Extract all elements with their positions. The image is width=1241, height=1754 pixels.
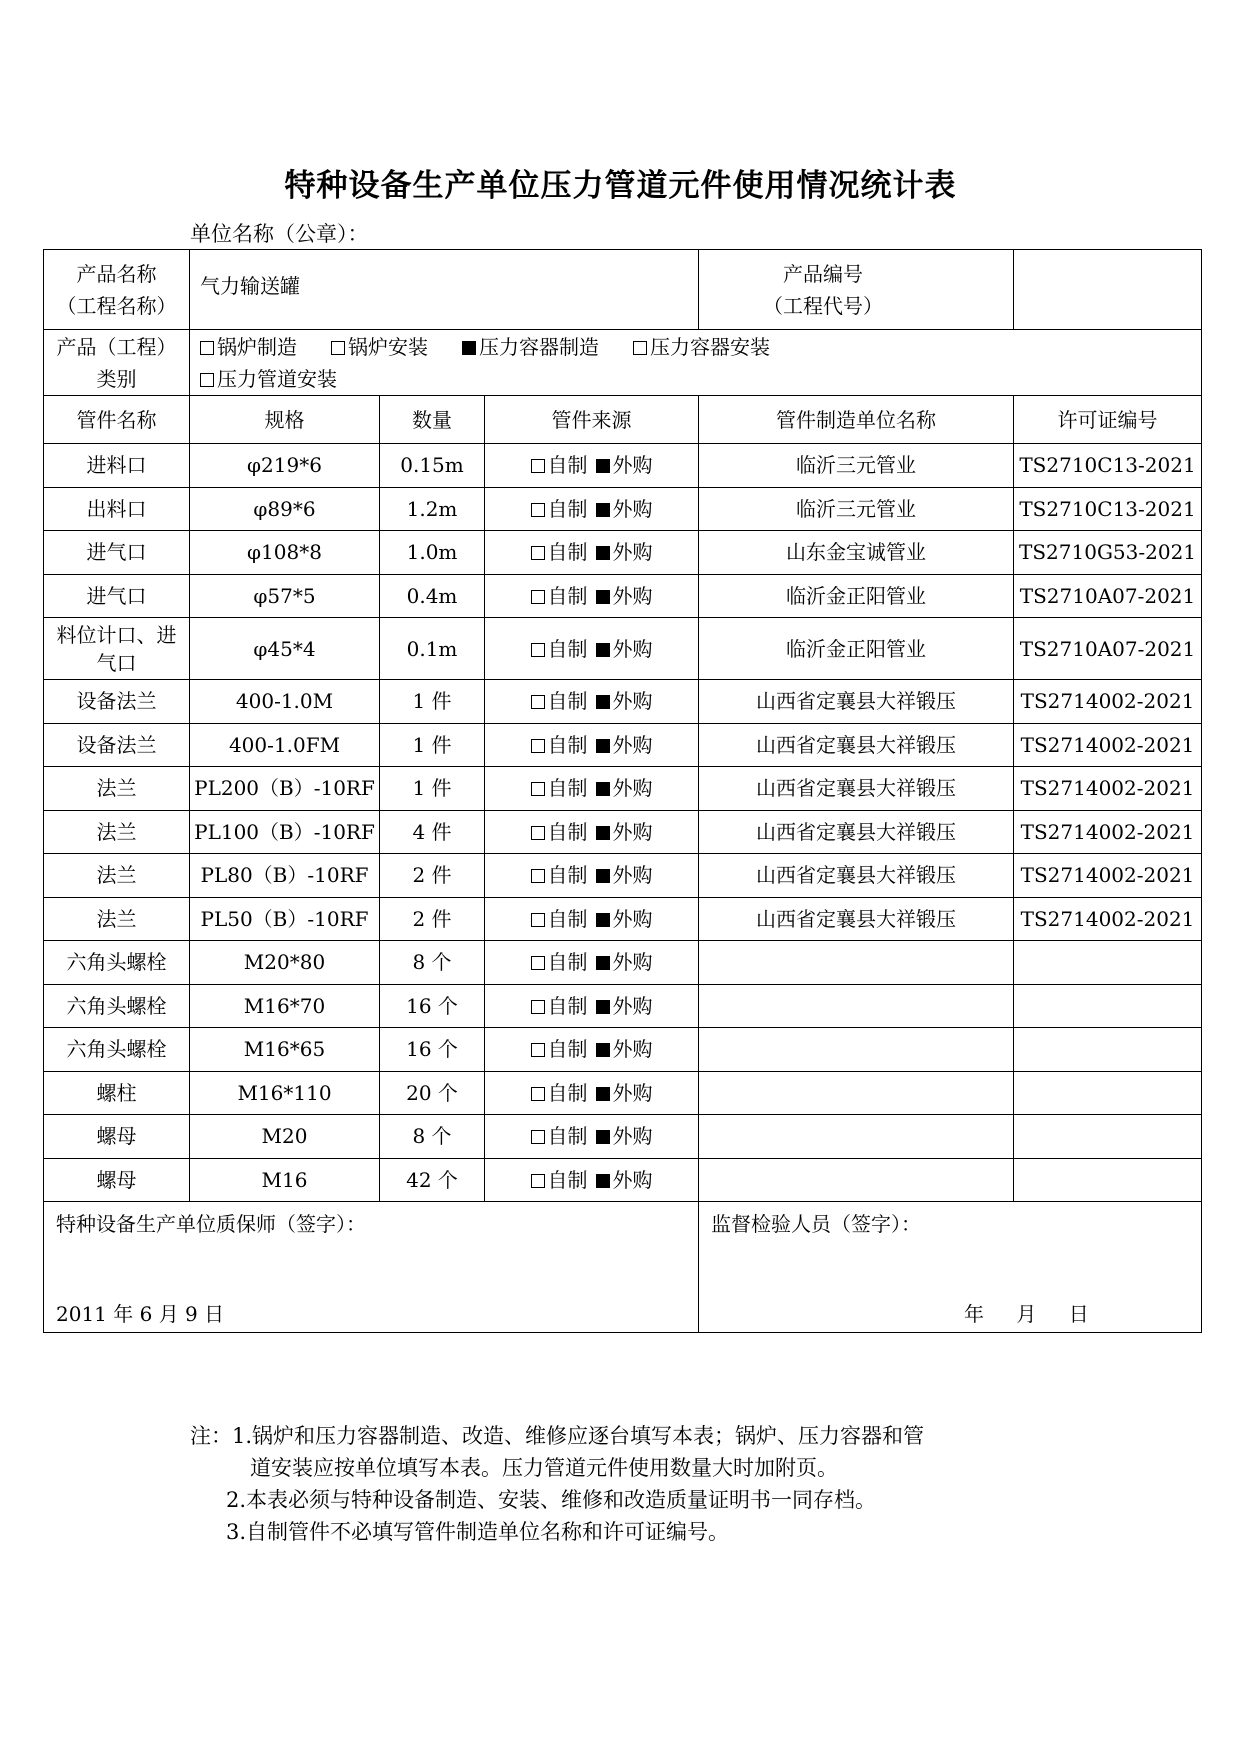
checkbox-checked[interactable]: [596, 739, 610, 753]
cell-maker: 临沂金正阳管业: [699, 618, 1014, 680]
product-no-value[interactable]: [1014, 250, 1202, 330]
signature-row: [44, 1202, 1202, 1333]
checkbox-checked[interactable]: [596, 695, 610, 709]
source-option[interactable]: [596, 820, 653, 844]
source-option-label: 外购: [612, 732, 653, 757]
checkbox[interactable]: [331, 341, 345, 355]
cell-spec: PL100（B）-10RF: [190, 810, 380, 854]
source-option-label: 外购: [612, 1167, 653, 1192]
cell-name: 六角头螺栓: [44, 984, 190, 1028]
source-option-label: 外购: [612, 689, 653, 714]
quality-engineer-signature-label: 特种设备生产单位质保师（签字）：: [56, 1212, 366, 1236]
cell-maker: 山西省定襄县大祥锻压: [699, 810, 1014, 854]
cell-qty: 16 个: [380, 984, 485, 1028]
column-header: 规格: [190, 396, 380, 444]
table-row: [44, 897, 1202, 941]
checkbox-checked[interactable]: [596, 1087, 610, 1101]
source-option-label: 外购: [612, 776, 653, 801]
checkbox-checked[interactable]: [596, 782, 610, 796]
category-options: [190, 330, 1202, 396]
checkbox-checked[interactable]: [596, 503, 610, 517]
cell-name: 螺母: [44, 1158, 190, 1202]
checkbox[interactable]: [531, 739, 545, 753]
cell-source: [485, 618, 699, 680]
cell-qty: 1.2m: [380, 487, 485, 531]
source-option[interactable]: [531, 776, 588, 800]
product-no-label-line1: 产品编号: [783, 261, 864, 286]
category-option[interactable]: [200, 331, 297, 363]
category-option[interactable]: [462, 331, 599, 363]
source-option-label: 外购: [612, 1037, 653, 1062]
table-row: [44, 854, 1202, 898]
source-option[interactable]: [596, 1124, 653, 1148]
product-name-label-line1: 产品名称: [76, 261, 157, 286]
checkbox[interactable]: [531, 546, 545, 560]
cell-name: 料位计口、进气口: [44, 618, 190, 680]
source-option-label: 自制: [547, 689, 588, 714]
checkbox[interactable]: [531, 643, 545, 657]
table-row: [44, 941, 1202, 985]
cell-qty: 4 件: [380, 810, 485, 854]
cell-license: [1014, 1115, 1202, 1159]
cell-qty: 0.15m: [380, 444, 485, 488]
column-header: 管件制造单位名称: [699, 396, 1014, 444]
cell-qty: 1.0m: [380, 531, 485, 575]
source-option-label: 外购: [612, 1124, 653, 1149]
column-header: 数量: [380, 396, 485, 444]
category-label-line2: 类别: [96, 366, 137, 391]
cell-qty: 0.1m: [380, 618, 485, 680]
checkbox-checked[interactable]: [596, 643, 610, 657]
category-option-label: 压力容器制造: [479, 334, 599, 359]
cell-license: TS2714002-2021: [1014, 680, 1202, 724]
signature-left-date: 2011 年 6 月 9 日: [56, 1302, 225, 1326]
source-option-label: 自制: [547, 540, 588, 565]
cell-qty: 8 个: [380, 1115, 485, 1159]
checkbox[interactable]: [531, 1130, 545, 1144]
cell-qty: 16 个: [380, 1028, 485, 1072]
cell-source: [485, 487, 699, 531]
table-row: [44, 767, 1202, 811]
source-option-label: 自制: [547, 636, 588, 661]
source-option[interactable]: [531, 863, 588, 887]
product-name-label: [44, 250, 190, 330]
source-option-label: 外购: [612, 540, 653, 565]
checkbox-checked[interactable]: [596, 956, 610, 970]
checkbox[interactable]: [531, 913, 545, 927]
cell-name: 法兰: [44, 897, 190, 941]
cell-name: 法兰: [44, 854, 190, 898]
table-row: [44, 1158, 1202, 1202]
cell-name: 法兰: [44, 767, 190, 811]
cell-qty: 2 件: [380, 897, 485, 941]
cell-maker: [699, 1028, 1014, 1072]
source-option[interactable]: [531, 820, 588, 844]
cell-spec: 400-1.0FM: [190, 723, 380, 767]
table-row: [44, 574, 1202, 618]
cell-spec: PL200（B）-10RF: [190, 767, 380, 811]
unit-name-label: 单位名称（公章）：: [190, 222, 369, 246]
cell-name: 六角头螺栓: [44, 1028, 190, 1072]
checkbox-checked[interactable]: [596, 1000, 610, 1014]
cell-qty: 1 件: [380, 767, 485, 811]
checkbox-checked[interactable]: [596, 459, 610, 473]
cell-license: TS2710C13-2021: [1014, 444, 1202, 488]
source-option-label: 自制: [547, 993, 588, 1018]
cell-spec: M20*80: [190, 941, 380, 985]
cell-spec: M16*70: [190, 984, 380, 1028]
cell-license: TS2710A07-2021: [1014, 618, 1202, 680]
cell-maker: [699, 1071, 1014, 1115]
checkbox-checked[interactable]: [596, 1130, 610, 1144]
table-row: [44, 444, 1202, 488]
cell-maker: 山西省定襄县大祥锻压: [699, 723, 1014, 767]
table-row: [44, 1071, 1202, 1115]
cell-spec: M20: [190, 1115, 380, 1159]
cell-spec: PL80（B）-10RF: [190, 854, 380, 898]
cell-source: [485, 1115, 699, 1159]
cell-qty: 20 个: [380, 1071, 485, 1115]
cell-name: 法兰: [44, 810, 190, 854]
source-option[interactable]: [596, 1168, 653, 1192]
cell-license: TS2714002-2021: [1014, 854, 1202, 898]
cell-license: TS2710C13-2021: [1014, 487, 1202, 531]
cell-source: [485, 810, 699, 854]
source-option-label: 自制: [547, 1037, 588, 1062]
cell-license: [1014, 1071, 1202, 1115]
checkbox[interactable]: [531, 1000, 545, 1014]
cell-source: [485, 1071, 699, 1115]
source-option[interactable]: [596, 907, 653, 931]
source-option[interactable]: [531, 453, 588, 477]
cell-license: TS2710G53-2021: [1014, 531, 1202, 575]
cell-source: [485, 854, 699, 898]
cell-maker: [699, 1115, 1014, 1159]
source-option-label: 自制: [547, 453, 588, 478]
cell-spec: M16: [190, 1158, 380, 1202]
source-option[interactable]: [531, 637, 588, 661]
source-option[interactable]: [596, 733, 653, 757]
source-option-label: 外购: [612, 993, 653, 1018]
source-option[interactable]: [596, 950, 653, 974]
cell-source: [485, 680, 699, 724]
cell-license: [1014, 984, 1202, 1028]
source-option[interactable]: [596, 453, 653, 477]
cell-spec: 400-1.0M: [190, 680, 380, 724]
cell-maker: 临沂金正阳管业: [699, 574, 1014, 618]
checkbox[interactable]: [531, 1043, 545, 1057]
cell-name: 螺母: [44, 1115, 190, 1159]
checkbox[interactable]: [531, 503, 545, 517]
cell-name: 进气口: [44, 574, 190, 618]
category-option[interactable]: [200, 363, 337, 395]
source-option[interactable]: [596, 863, 653, 887]
source-option[interactable]: [596, 689, 653, 713]
source-option-label: 自制: [547, 863, 588, 888]
source-option[interactable]: [531, 1037, 588, 1061]
cell-qty: 1 件: [380, 680, 485, 724]
cell-spec: φ45*4: [190, 618, 380, 680]
category-option-label: 锅炉安装: [348, 334, 428, 359]
source-option[interactable]: [596, 637, 653, 661]
checkbox-checked[interactable]: [596, 826, 610, 840]
source-option[interactable]: [531, 497, 588, 521]
source-option[interactable]: [596, 1081, 653, 1105]
cell-license: TS2710A07-2021: [1014, 574, 1202, 618]
cell-license: [1014, 1028, 1202, 1072]
source-option-label: 外购: [612, 863, 653, 888]
cell-source: [485, 897, 699, 941]
product-name-row: [44, 250, 1202, 330]
source-option-label: 自制: [547, 1167, 588, 1192]
category-option-label: 压力管道安装: [217, 366, 337, 391]
cell-spec: φ219*6: [190, 444, 380, 488]
cell-qty: 42 个: [380, 1158, 485, 1202]
source-option-label: 外购: [612, 496, 653, 521]
checkbox-checked[interactable]: [596, 1174, 610, 1188]
source-option-label: 自制: [547, 732, 588, 757]
checkbox[interactable]: [531, 869, 545, 883]
cell-source: [485, 1158, 699, 1202]
table-row: [44, 487, 1202, 531]
source-option[interactable]: [531, 733, 588, 757]
source-option-label: 外购: [612, 636, 653, 661]
product-name-value[interactable]: 气力输送罐: [190, 250, 699, 330]
checkbox[interactable]: [531, 956, 545, 970]
signature-right-date: 年 月 日: [964, 1302, 1089, 1326]
table-row: [44, 1115, 1202, 1159]
source-option[interactable]: [596, 497, 653, 521]
cell-source: [485, 574, 699, 618]
source-option[interactable]: [531, 1124, 588, 1148]
cell-name: 出料口: [44, 487, 190, 531]
checkbox[interactable]: [200, 341, 214, 355]
checkbox[interactable]: [531, 695, 545, 709]
source-option[interactable]: [531, 584, 588, 608]
cell-qty: 2 件: [380, 854, 485, 898]
source-option[interactable]: [531, 994, 588, 1018]
cell-maker: [699, 941, 1014, 985]
source-option-label: 自制: [547, 496, 588, 521]
checkbox[interactable]: [633, 341, 647, 355]
cell-name: 设备法兰: [44, 723, 190, 767]
cell-maker: 临沂三元管业: [699, 444, 1014, 488]
category-row: [44, 330, 1202, 396]
cell-maker: [699, 984, 1014, 1028]
source-option-label: 自制: [547, 906, 588, 931]
signature-right[interactable]: [699, 1202, 1202, 1333]
page-title: 特种设备生产单位压力管道元件使用情况统计表: [284, 168, 957, 204]
checkbox-checked[interactable]: [596, 869, 610, 883]
cell-spec: M16*110: [190, 1071, 380, 1115]
table-row: [44, 810, 1202, 854]
source-option[interactable]: [531, 689, 588, 713]
product-name-label-line2: （工程名称）: [56, 293, 177, 318]
cell-spec: PL50（B）-10RF: [190, 897, 380, 941]
cell-maker: 山西省定襄县大祥锻压: [699, 767, 1014, 811]
cell-qty: 1 件: [380, 723, 485, 767]
cell-spec: φ57*5: [190, 574, 380, 618]
note-line-3: 2.本表必须与特种设备制造、安装、维修和改造质量证明书一同存档。: [226, 1488, 877, 1512]
source-option-label: 自制: [547, 776, 588, 801]
cell-license: TS2714002-2021: [1014, 767, 1202, 811]
source-option-label: 自制: [547, 1080, 588, 1105]
cell-license: [1014, 1158, 1202, 1202]
statistics-table: [43, 249, 1202, 1333]
category-label-line1: 产品（工程）: [56, 334, 177, 359]
cell-name: 进料口: [44, 444, 190, 488]
cell-source: [485, 531, 699, 575]
checkbox-checked[interactable]: [596, 1043, 610, 1057]
source-option-label: 外购: [612, 1080, 653, 1105]
signature-left[interactable]: [44, 1202, 699, 1333]
cell-maker: 山西省定襄县大祥锻压: [699, 680, 1014, 724]
cell-spec: φ89*6: [190, 487, 380, 531]
cell-name: 六角头螺栓: [44, 941, 190, 985]
checkbox[interactable]: [531, 459, 545, 473]
table-row: [44, 1028, 1202, 1072]
source-option-label: 外购: [612, 819, 653, 844]
product-no-label-line2: （工程代号）: [763, 293, 884, 318]
cell-maker: 山东金宝诚管业: [699, 531, 1014, 575]
cell-name: 设备法兰: [44, 680, 190, 724]
source-option[interactable]: [596, 540, 653, 564]
cell-maker: [699, 1158, 1014, 1202]
source-option-label: 自制: [547, 950, 588, 975]
column-header: 管件来源: [485, 396, 699, 444]
notes: [190, 1420, 924, 1548]
column-header: 许可证编号: [1014, 396, 1202, 444]
product-no-label: [699, 250, 1014, 330]
source-option[interactable]: [531, 540, 588, 564]
table-row: [44, 723, 1202, 767]
note-line-4: 3.自制管件不必填写管件制造单位名称和许可证编号。: [226, 1520, 730, 1544]
cell-source: [485, 444, 699, 488]
table-row: [44, 680, 1202, 724]
category-option-label: 压力容器安装: [650, 334, 770, 359]
cell-license: TS2714002-2021: [1014, 897, 1202, 941]
source-option[interactable]: [531, 1168, 588, 1192]
cell-source: [485, 1028, 699, 1072]
column-header-row: [44, 396, 1202, 444]
checkbox[interactable]: [531, 590, 545, 604]
source-option[interactable]: [596, 584, 653, 608]
table-row: [44, 531, 1202, 575]
cell-spec: φ108*8: [190, 531, 380, 575]
source-option-label: 自制: [547, 1124, 588, 1149]
cell-maker: 山西省定襄县大祥锻压: [699, 897, 1014, 941]
cell-license: TS2714002-2021: [1014, 723, 1202, 767]
cell-qty: 8 个: [380, 941, 485, 985]
source-option-label: 外购: [612, 453, 653, 478]
cell-maker: 临沂三元管业: [699, 487, 1014, 531]
checkbox-checked[interactable]: [596, 546, 610, 560]
cell-source: [485, 984, 699, 1028]
source-option-label: 自制: [547, 819, 588, 844]
cell-spec: M16*65: [190, 1028, 380, 1072]
checkbox[interactable]: [200, 373, 214, 387]
cell-source: [485, 723, 699, 767]
cell-maker: 山西省定襄县大祥锻压: [699, 854, 1014, 898]
category-label: [44, 330, 190, 396]
checkbox[interactable]: [531, 1087, 545, 1101]
source-option[interactable]: [531, 907, 588, 931]
checkbox[interactable]: [531, 782, 545, 796]
cell-name: 螺柱: [44, 1071, 190, 1115]
table-row: [44, 984, 1202, 1028]
source-option[interactable]: [596, 994, 653, 1018]
source-option[interactable]: [596, 776, 653, 800]
cell-qty: 0.4m: [380, 574, 485, 618]
checkbox-checked[interactable]: [462, 341, 476, 355]
cell-source: [485, 941, 699, 985]
source-option[interactable]: [531, 1081, 588, 1105]
category-option[interactable]: [331, 331, 428, 363]
category-option[interactable]: [633, 331, 770, 363]
source-option-label: 外购: [612, 906, 653, 931]
checkbox[interactable]: [531, 826, 545, 840]
source-option-label: 自制: [547, 583, 588, 608]
source-option[interactable]: [596, 1037, 653, 1061]
column-header: 管件名称: [44, 396, 190, 444]
table-row: [44, 618, 1202, 680]
checkbox-checked[interactable]: [596, 590, 610, 604]
source-option-label: 外购: [612, 950, 653, 975]
checkbox[interactable]: [531, 1174, 545, 1188]
cell-license: TS2714002-2021: [1014, 810, 1202, 854]
source-option[interactable]: [531, 950, 588, 974]
inspector-signature-label: 监督检验人员（签字）：: [711, 1212, 922, 1236]
cell-license: [1014, 941, 1202, 985]
category-option-label: 锅炉制造: [217, 334, 297, 359]
note-line-2: 道安装应按单位填写本表。压力管道元件使用数量大时加附页。: [250, 1456, 838, 1480]
source-option-label: 外购: [612, 583, 653, 608]
cell-source: [485, 767, 699, 811]
cell-name: 进气口: [44, 531, 190, 575]
note-line-1: 注：1.锅炉和压力容器制造、改造、维修应逐台填写本表；锅炉、压力容器和管: [190, 1424, 925, 1448]
checkbox-checked[interactable]: [596, 913, 610, 927]
